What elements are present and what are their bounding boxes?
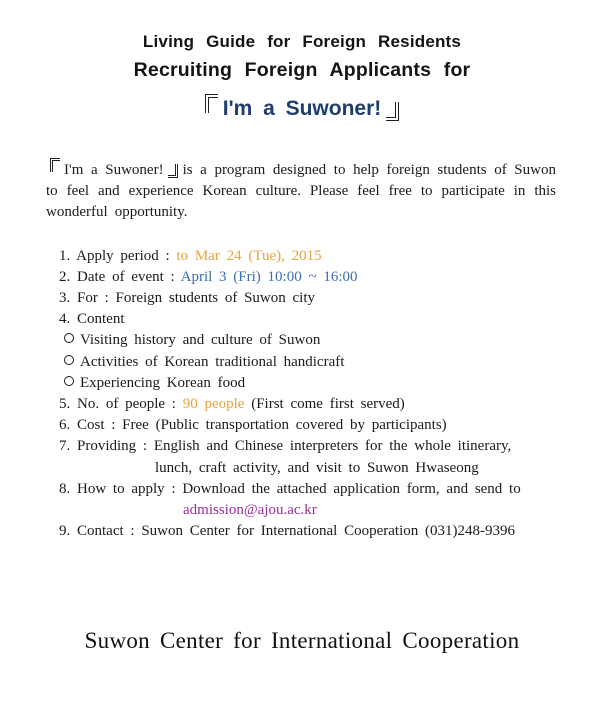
list-line xyxy=(46,436,604,457)
intro-program-name: I'm a Suwoner! xyxy=(64,161,164,178)
text-segment: 9. Contact : Suwon Center for International Cooperation (031)248-9396 xyxy=(59,523,515,540)
document-header xyxy=(0,0,604,121)
corner-bracket-close-icon xyxy=(168,164,178,178)
intro-paragraph xyxy=(46,158,556,223)
circle-bullet-icon xyxy=(64,355,74,365)
header-recruiting-line: Recruiting Foreign Applicants for xyxy=(133,59,471,81)
list-line xyxy=(46,521,604,542)
text-segment: Visiting history and culture of Suwon xyxy=(80,332,321,349)
footer-organization: Suwon Center for International Cooperation xyxy=(84,628,520,654)
intro-text: is a program designed to help foreign students of Suwon to feel and experience Korean culture. Please feel free to participate in this wonderful opportunity. xyxy=(46,161,556,220)
list-line xyxy=(46,352,604,373)
text-segment: 5. No. of people : xyxy=(59,395,183,412)
capacity-value: 90 people xyxy=(182,395,245,412)
text-segment: 6. Cost : Free (Public transportation covered by participants) xyxy=(59,417,447,434)
corner-bracket-open-icon xyxy=(50,158,60,172)
text-segment: 3. For : Foreign students of Suwon city xyxy=(59,289,315,306)
header-subtitle: Living Guide for Foreign Residents xyxy=(142,32,462,51)
text-segment: lunch, craft activity, and visit to Suwon Hwaseong xyxy=(155,459,479,476)
list-line xyxy=(46,373,604,394)
text-segment: (First come first served) xyxy=(244,395,405,412)
text-segment: 1. Apply period : xyxy=(59,247,177,264)
email-link[interactable]: admission@ajou.ac.kr xyxy=(183,501,317,518)
apply-period-value: to Mar 24 (Tue), 2015 xyxy=(176,247,322,264)
list-line xyxy=(46,330,604,351)
text-segment: 2. Date of event : xyxy=(59,268,181,285)
text-segment: 7. Providing : English and Chinese interpreters for the whole itinerary, xyxy=(59,438,512,455)
program-title xyxy=(0,94,604,121)
list-line xyxy=(46,246,604,267)
corner-bracket-open-icon xyxy=(205,94,218,113)
list-line xyxy=(46,500,604,521)
list-line xyxy=(46,415,604,436)
program-title-text: I'm a Suwoner! xyxy=(222,96,382,120)
corner-bracket-close-icon xyxy=(386,102,399,121)
event-date-value: April 3 (Fri) 10:00 ~ 16:00 xyxy=(180,268,358,285)
list-line xyxy=(46,479,604,500)
circle-bullet-icon xyxy=(64,333,74,343)
list-line xyxy=(46,267,604,288)
text-segment: 8. How to apply : Download the attached application form, and send to xyxy=(59,480,521,497)
list-line xyxy=(46,458,604,479)
text-segment: 4. Content xyxy=(59,311,125,328)
list-line xyxy=(46,309,604,330)
text-segment: Experiencing Korean food xyxy=(80,374,246,391)
circle-bullet-icon xyxy=(64,376,74,386)
text-segment: Activities of Korean traditional handicraft xyxy=(80,353,345,370)
list-line xyxy=(46,288,604,309)
info-list xyxy=(0,246,604,543)
list-line xyxy=(46,394,604,415)
